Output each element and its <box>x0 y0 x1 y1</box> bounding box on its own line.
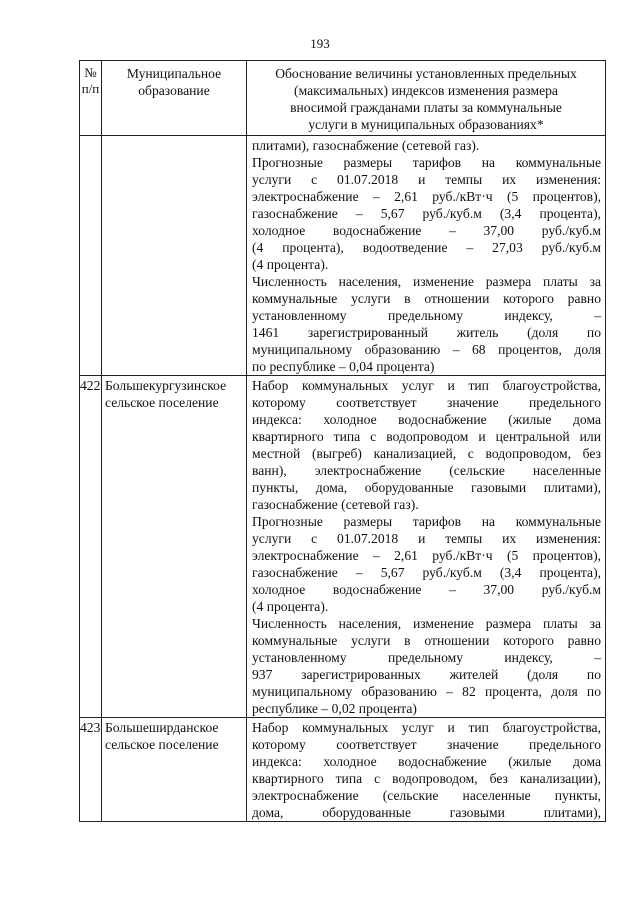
row-justification <box>247 376 606 718</box>
header-justification: Обоснование величины установленных предельных (максимальных) индексов изменения размера вносимой гражданами платы за коммунальные услуги в муниципальных образованиях* <box>247 61 606 136</box>
justification-line: газоснабжение (сетевой газ). <box>252 497 419 512</box>
justification-line: которому соответствует значение предельного <box>252 737 601 752</box>
justification-line: дома, оборудованные газовыми плитами), <box>252 805 601 820</box>
municipality-line: Большекургузинское <box>105 378 227 393</box>
justification-line: электроснабжение – 2,61 руб./кВт·ч (5 процентов), <box>252 189 601 204</box>
justification-line: (4 процента). <box>252 599 329 614</box>
justification-line: плитами), газоснабжение (сетевой газ). <box>252 138 480 153</box>
justification-line: Набор коммунальных услуг и тип благоустройства, <box>252 720 601 735</box>
justification-line: Набор коммунальных услуг и тип благоустройства, <box>252 378 601 393</box>
row-number <box>80 136 102 376</box>
municipality-line: Большеширданское <box>105 720 219 735</box>
justification-line: (4 процента). <box>252 257 329 272</box>
index-justification-table <box>79 60 606 822</box>
justification-line: услуги с 01.07.2018 и темпы их изменения: <box>252 531 601 546</box>
justification-line: Прогнозные размеры тарифов на коммунальные <box>252 155 601 170</box>
row-justification <box>247 718 606 822</box>
table-body <box>80 136 606 822</box>
municipality-line: сельское поселение <box>105 395 219 410</box>
justification-line: газоснабжение – 5,67 руб./куб.м (3,4 процента), <box>252 206 601 221</box>
row-number: 423 <box>80 718 102 822</box>
justification-line: холодное водоснабжение – 37,00 руб./куб.м <box>252 582 601 597</box>
justification-line: индекса: холодное водоснабжение (жилые дома <box>252 412 601 427</box>
justification-line: 937 зарегистрированных жителей (доля по <box>252 667 601 682</box>
justification-line: Прогнозные размеры тарифов на коммунальные <box>252 514 601 529</box>
table-header-row <box>80 61 606 136</box>
justification-line: электроснабжение – 2,61 руб./кВт·ч (5 процентов), <box>252 548 601 563</box>
justification-line: Численность населения, изменение размера платы за <box>252 616 601 631</box>
justification-line: 1461 зарегистрированный житель (доля по <box>252 325 601 340</box>
justification-line: индекса: холодное водоснабжение (жилые дома <box>252 754 601 769</box>
header-number: № п/п <box>80 61 102 136</box>
justification-line: квартирного типа с водопроводом и центральной или <box>252 429 601 444</box>
row-municipality <box>102 718 247 822</box>
row-municipality <box>102 376 247 718</box>
row-number: 422 <box>80 376 102 718</box>
justification-line: холодное водоснабжение – 37,00 руб./куб.м <box>252 223 601 238</box>
justification-line: муниципальному образованию – 82 процента, доля по <box>252 684 601 699</box>
justification-line: по республике – 0,04 процента) <box>252 359 435 374</box>
row-justification <box>247 136 606 376</box>
row-municipality <box>102 136 247 376</box>
justification-line: коммунальные услуги в отношении которого равно <box>252 291 601 306</box>
justification-line: пункты, дома, оборудованные газовыми плитами), <box>252 480 601 495</box>
justification-line: установленному предельному индексу, – <box>252 308 601 323</box>
justification-line: газоснабжение – 5,67 руб./куб.м (3,4 процента), <box>252 565 601 580</box>
table-row <box>80 136 606 376</box>
justification-line: электроснабжение (сельские населенные пункты, <box>252 788 601 803</box>
justification-line: республике – 0,02 процента) <box>252 701 417 716</box>
municipality-line: сельское поселение <box>105 737 219 752</box>
justification-line: (4 процента), водоотведение – 27,03 руб./куб.м <box>252 240 601 255</box>
header-municipality: Муниципальное образование <box>102 61 247 136</box>
justification-line: квартирного типа с водопроводом, без канализации), <box>252 771 601 786</box>
justification-line: коммунальные услуги в отношении которого равно <box>252 633 601 648</box>
justification-line: услуги с 01.07.2018 и темпы их изменения: <box>252 172 601 187</box>
justification-line: ванн), электроснабжение (сельские населенные <box>252 463 601 478</box>
justification-line: Численность населения, изменение размера платы за <box>252 274 601 289</box>
justification-line: установленному предельному индексу, – <box>252 650 601 665</box>
justification-line: местной (выгреб) канализацией, с водопроводом, без <box>252 446 601 461</box>
justification-line: муниципальному образованию – 68 процентов, доля <box>252 342 601 357</box>
page-number: 193 <box>310 36 330 51</box>
table-row <box>80 376 606 718</box>
table-row <box>80 718 606 822</box>
justification-line: которому соответствует значение предельного <box>252 395 601 410</box>
